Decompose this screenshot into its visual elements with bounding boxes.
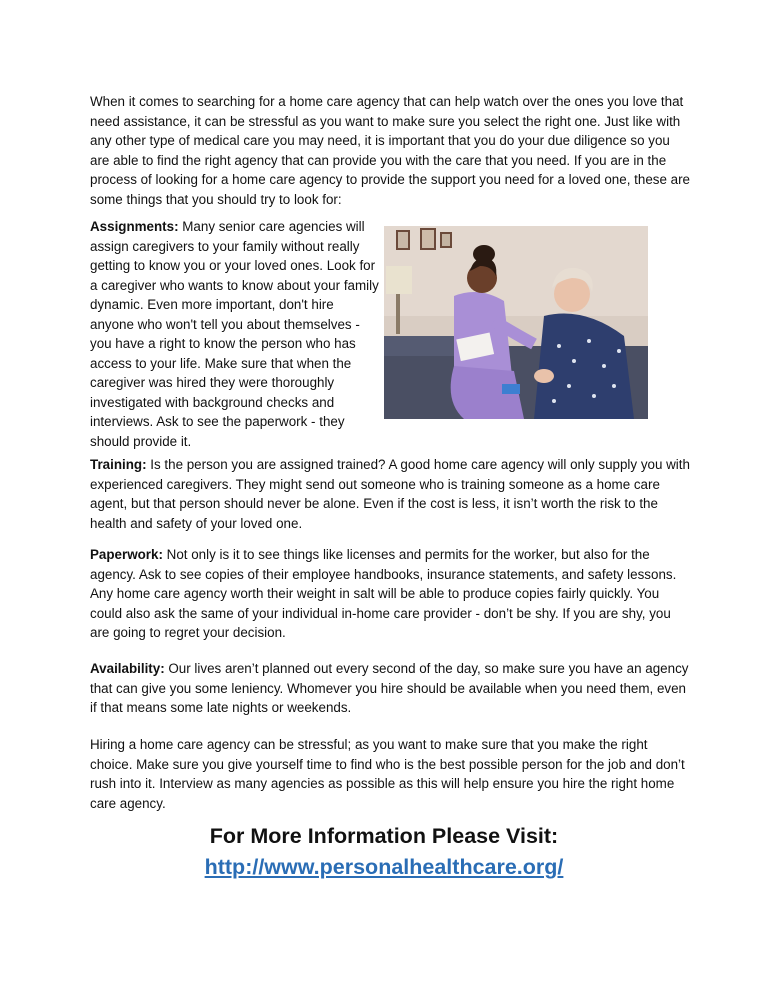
intro-paragraph	[90, 92, 690, 209]
closing-text: Hiring a home care agency can be stressful; as you want to make sure that you make the right choice. Make sure you give yourself time to find who is the best possible person for the job and don’t rush into it. Interview as many agencies as possible as this will help ensure you hire the right home care agency.	[90, 737, 685, 811]
assignments-paragraph	[90, 217, 380, 451]
paperwork-heading: Paperwork:	[90, 547, 163, 562]
training-heading: Training:	[90, 457, 147, 472]
availability-heading: Availability:	[90, 661, 165, 676]
training-text: Is the person you are assigned trained? A good home care agency will only supply you with experienced caregivers. They might send out someone who is training someone as a home care agent, but that person should never be alone. Even if the cost is less, it isn’t worth the risk to the health and safety of your loved one.	[90, 457, 690, 531]
intro-text: When it comes to searching for a home care agency that can help watch over the ones you love that need assistance, it can be stressful as you want to make sure you select the right one. Just like with any other type of medical care you may need, it is important that you do your due diligence so you are able to find the right agency that can provide you with the care that you need. If you are in the process of looking for a home care agency to provide the support you need for a loved one, these are some things that you should try to look for:	[90, 94, 690, 207]
caregiver-photo	[384, 226, 648, 419]
training-paragraph	[90, 455, 690, 533]
paperwork-text: Not only is it to see things like licenses and permits for the worker, but also for the agency. Ask to see copies of their employee handbooks, insurance statements, and safety lessons. Any home care agency worth their weight in salt will be able to produce copies fairly quickly. You could also ask the same of your individual in-home care provider - don’t be shy. If you are shy, you are going to regret your decision.	[90, 547, 677, 640]
assignments-text: Many senior care agencies will assign caregivers to your family without really getting to know you or your loved ones. Look for a caregiver who wants to know about your family dynamic. Even more important, don't hire anyone who won't tell you about themselves - you have a right to know the person who has access to your life. Make sure that when the caregiver was hired they were thoroughly investigated with background checks and interviews. Ask to see the paperwork - they should provide it.	[90, 219, 379, 449]
availability-text: Our lives aren’t planned out every second of the day, so make sure you have an agency that can give you some leniency. Whomever you hire should be available when you need them, even if that means some late nights or weekends.	[90, 661, 689, 715]
paperwork-paragraph	[90, 545, 690, 643]
availability-paragraph	[90, 659, 690, 718]
assignments-heading: Assignments:	[90, 219, 179, 234]
footer-title: For More Information Please Visit:	[209, 824, 559, 848]
closing-paragraph	[90, 735, 690, 813]
website-link[interactable]: http://www.personalhealthcare.org/	[204, 855, 564, 879]
